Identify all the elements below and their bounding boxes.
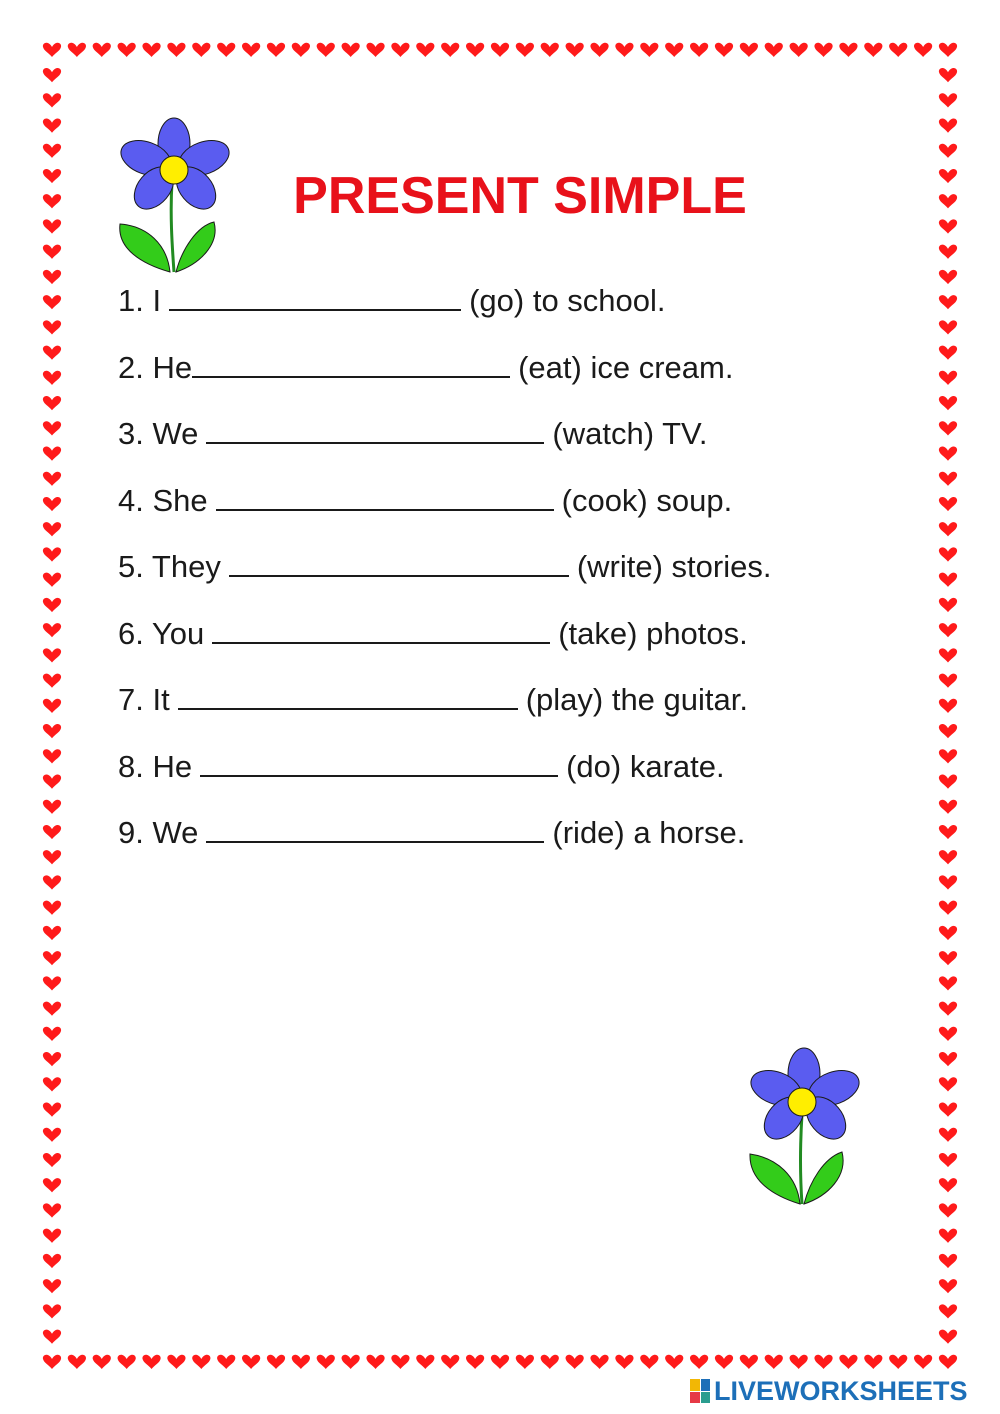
heart-icon — [43, 648, 61, 662]
heart-icon — [43, 1330, 61, 1344]
heart-icon — [939, 1330, 957, 1344]
heart-icon — [43, 547, 61, 561]
heart-icon — [939, 674, 957, 688]
exercise-prefix: 9. We — [118, 815, 199, 850]
heart-icon — [839, 1355, 857, 1369]
heart-icon — [939, 648, 957, 662]
heart-icon — [43, 1229, 61, 1243]
heart-icon — [43, 522, 61, 536]
answer-blank[interactable] — [178, 682, 518, 710]
answer-blank[interactable] — [169, 283, 461, 311]
heart-icon — [939, 346, 957, 360]
heart-icon — [939, 472, 957, 486]
heart-icon — [267, 1355, 285, 1369]
heart-icon — [690, 43, 708, 57]
heart-icon — [43, 68, 61, 82]
exercise-item — [118, 276, 878, 343]
heart-icon — [43, 1304, 61, 1318]
heart-icon — [43, 1355, 61, 1369]
heart-icon — [43, 1002, 61, 1016]
heart-icon — [43, 674, 61, 688]
heart-icon — [814, 1355, 832, 1369]
heart-icon — [765, 1355, 783, 1369]
heart-icon — [790, 1355, 808, 1369]
heart-icon — [142, 43, 160, 57]
heart-icon — [939, 1355, 957, 1369]
heart-icon — [889, 1355, 907, 1369]
heart-icon — [939, 598, 957, 612]
heart-icon — [192, 1355, 210, 1369]
heart-icon — [43, 774, 61, 788]
heart-icon — [939, 169, 957, 183]
answer-blank[interactable] — [212, 616, 550, 644]
flower-icon — [112, 114, 236, 276]
heart-icon — [43, 320, 61, 334]
heart-icon — [167, 43, 185, 57]
heart-icon — [43, 926, 61, 940]
heart-icon — [939, 1102, 957, 1116]
heart-icon — [566, 1355, 584, 1369]
heart-icon — [814, 43, 832, 57]
heart-icon — [43, 749, 61, 763]
exercise-verb: (eat) ice cream. — [518, 349, 734, 385]
exercise-verb: (do) karate. — [566, 748, 725, 784]
heart-icon — [939, 699, 957, 713]
heart-icon — [939, 875, 957, 889]
heart-icon — [839, 43, 857, 57]
exercise-item — [118, 675, 878, 742]
heart-icon — [43, 976, 61, 990]
heart-icon — [217, 43, 235, 57]
heart-icon — [416, 43, 434, 57]
heart-icon — [590, 1355, 608, 1369]
heart-icon — [939, 1178, 957, 1192]
heart-icon — [939, 724, 957, 738]
heart-icon — [43, 1279, 61, 1293]
heart-icon — [939, 1052, 957, 1066]
heart-icon — [939, 850, 957, 864]
heart-icon — [939, 623, 957, 637]
exercise-verb: (ride) a horse. — [552, 815, 746, 850]
heart-icon — [939, 951, 957, 965]
exercise-item — [118, 343, 878, 410]
exercise-list — [118, 276, 878, 875]
heart-icon — [914, 43, 932, 57]
answer-blank[interactable] — [206, 815, 544, 843]
heart-icon — [43, 169, 61, 183]
heart-icon — [43, 699, 61, 713]
heart-icon — [43, 1128, 61, 1142]
heart-icon — [292, 1355, 310, 1369]
exercise-item — [118, 609, 878, 676]
heart-icon — [292, 43, 310, 57]
heart-icon — [43, 573, 61, 587]
heart-icon — [43, 245, 61, 259]
heart-icon — [939, 1229, 957, 1243]
page-title: PRESENT SIMPLE — [293, 167, 747, 225]
exercise-prefix: 5. They — [118, 549, 221, 584]
heart-icon — [43, 1052, 61, 1066]
heart-icon — [43, 396, 61, 410]
heart-icon — [317, 1355, 335, 1369]
heart-icon — [43, 93, 61, 107]
heart-icon — [118, 1355, 136, 1369]
heart-icon — [43, 1153, 61, 1167]
heart-icon — [391, 1355, 409, 1369]
exercise-verb: (go) to school. — [469, 283, 666, 318]
exercise-verb: (play) the guitar. — [525, 682, 748, 717]
heart-icon — [939, 219, 957, 233]
heart-icon — [43, 875, 61, 889]
heart-icon — [939, 320, 957, 334]
heart-icon — [939, 371, 957, 385]
heart-icon — [416, 1355, 434, 1369]
heart-icon — [939, 245, 957, 259]
heart-icon — [43, 295, 61, 309]
exercise-prefix: 8. He — [118, 748, 193, 784]
heart-icon — [68, 1355, 86, 1369]
heart-icon — [43, 1203, 61, 1217]
heart-icon — [939, 43, 957, 57]
heart-icon — [939, 1077, 957, 1091]
heart-icon — [267, 43, 285, 57]
heart-icon — [68, 43, 86, 57]
heart-icon — [43, 1254, 61, 1268]
heart-icon — [516, 43, 534, 57]
heart-icon — [342, 43, 360, 57]
heart-icon — [665, 43, 683, 57]
heart-icon — [43, 850, 61, 864]
heart-icon — [43, 1027, 61, 1041]
heart-icon — [43, 825, 61, 839]
heart-icon — [939, 93, 957, 107]
heart-icon — [43, 800, 61, 814]
heart-icon — [43, 144, 61, 158]
heart-icon — [491, 1355, 509, 1369]
heart-icon — [217, 1355, 235, 1369]
heart-icon — [317, 43, 335, 57]
heart-icon — [441, 1355, 459, 1369]
heart-icon — [640, 1355, 658, 1369]
flower-icon — [744, 1046, 868, 1208]
heart-icon — [939, 774, 957, 788]
heart-icon — [466, 1355, 484, 1369]
heart-icon — [93, 43, 111, 57]
heart-icon — [640, 43, 658, 57]
heart-icon — [939, 144, 957, 158]
exercise-item — [118, 742, 878, 809]
heart-icon — [939, 1203, 957, 1217]
heart-icon — [790, 43, 808, 57]
heart-icon — [566, 43, 584, 57]
heart-icon — [167, 1355, 185, 1369]
exercise-prefix: 1. I — [118, 283, 162, 318]
heart-icon — [43, 270, 61, 284]
heart-icon — [864, 43, 882, 57]
heart-icon — [43, 421, 61, 435]
answer-blank[interactable] — [192, 350, 510, 378]
heart-icon — [740, 1355, 758, 1369]
exercise-item — [118, 542, 878, 609]
heart-icon — [366, 43, 384, 57]
exercise-prefix: 7. It — [118, 682, 170, 717]
logo-icon — [690, 1379, 710, 1403]
heart-icon — [43, 598, 61, 612]
heart-icon — [939, 396, 957, 410]
heart-icon — [939, 1279, 957, 1293]
heart-icon — [939, 497, 957, 511]
heart-icon — [541, 43, 559, 57]
heart-icon — [43, 472, 61, 486]
heart-icon — [43, 43, 61, 57]
heart-icon — [43, 219, 61, 233]
exercise-prefix: 4. She — [118, 482, 208, 518]
heart-icon — [43, 951, 61, 965]
heart-icon — [914, 1355, 932, 1369]
exercise-item — [118, 476, 878, 543]
answer-blank[interactable] — [206, 416, 544, 444]
answer-blank[interactable] — [200, 749, 558, 777]
exercise-prefix: 6. You — [118, 615, 205, 651]
heart-icon — [939, 1153, 957, 1167]
heart-icon — [864, 1355, 882, 1369]
heart-icon — [615, 43, 633, 57]
heart-icon — [939, 194, 957, 208]
brand-name: LIVEWORKSHEETS — [714, 1375, 968, 1406]
exercise-item — [118, 409, 878, 476]
exercise-verb: (watch) TV. — [552, 416, 708, 451]
heart-icon — [242, 1355, 260, 1369]
heart-icon — [939, 522, 957, 536]
heart-icon — [690, 1355, 708, 1369]
heart-icon — [765, 43, 783, 57]
heart-icon — [43, 623, 61, 637]
heart-icon — [939, 1027, 957, 1041]
liveworksheets-logo[interactable] — [690, 1374, 990, 1408]
heart-icon — [43, 724, 61, 738]
heart-icon — [93, 1355, 111, 1369]
heart-icon — [715, 1355, 733, 1369]
exercise-prefix: 3. We — [118, 416, 199, 451]
heart-icon — [939, 421, 957, 435]
heart-icon — [491, 43, 509, 57]
heart-icon — [939, 976, 957, 990]
exercise-item — [118, 808, 878, 875]
heart-icon — [740, 43, 758, 57]
heart-icon — [939, 68, 957, 82]
heart-icon — [43, 1102, 61, 1116]
exercise-verb: (take) photos. — [558, 615, 748, 651]
exercise-verb: (cook) soup. — [561, 482, 733, 518]
heart-icon — [43, 1077, 61, 1091]
heart-icon — [939, 573, 957, 587]
exercise-verb: (write) stories. — [576, 549, 772, 584]
heart-icon — [466, 43, 484, 57]
heart-icon — [939, 1002, 957, 1016]
heart-icon — [366, 1355, 384, 1369]
answer-blank[interactable] — [216, 483, 554, 511]
heart-icon — [615, 1355, 633, 1369]
heart-icon — [939, 1128, 957, 1142]
heart-icon — [342, 1355, 360, 1369]
heart-icon — [441, 43, 459, 57]
heart-icon — [665, 1355, 683, 1369]
heart-icon — [43, 901, 61, 915]
heart-icon — [43, 346, 61, 360]
heart-icon — [43, 1178, 61, 1192]
heart-icon — [939, 446, 957, 460]
heart-icon — [391, 43, 409, 57]
heart-icon — [43, 118, 61, 132]
heart-icon — [939, 295, 957, 309]
heart-icon — [541, 1355, 559, 1369]
heart-icon — [939, 270, 957, 284]
heart-icon — [192, 43, 210, 57]
heart-icon — [939, 118, 957, 132]
heart-icon — [939, 926, 957, 940]
heart-icon — [939, 901, 957, 915]
heart-icon — [142, 1355, 160, 1369]
heart-icon — [939, 749, 957, 763]
answer-blank[interactable] — [229, 549, 569, 577]
heart-icon — [889, 43, 907, 57]
heart-icon — [43, 371, 61, 385]
heart-icon — [43, 497, 61, 511]
heart-icon — [715, 43, 733, 57]
heart-icon — [939, 800, 957, 814]
heart-icon — [43, 194, 61, 208]
heart-icon — [939, 825, 957, 839]
heart-icon — [590, 43, 608, 57]
heart-icon — [43, 446, 61, 460]
exercise-prefix: 2. He — [118, 349, 193, 385]
heart-icon — [939, 1304, 957, 1318]
heart-icon — [516, 1355, 534, 1369]
heart-icon — [118, 43, 136, 57]
heart-icon — [939, 547, 957, 561]
heart-icon — [242, 43, 260, 57]
heart-icon — [939, 1254, 957, 1268]
